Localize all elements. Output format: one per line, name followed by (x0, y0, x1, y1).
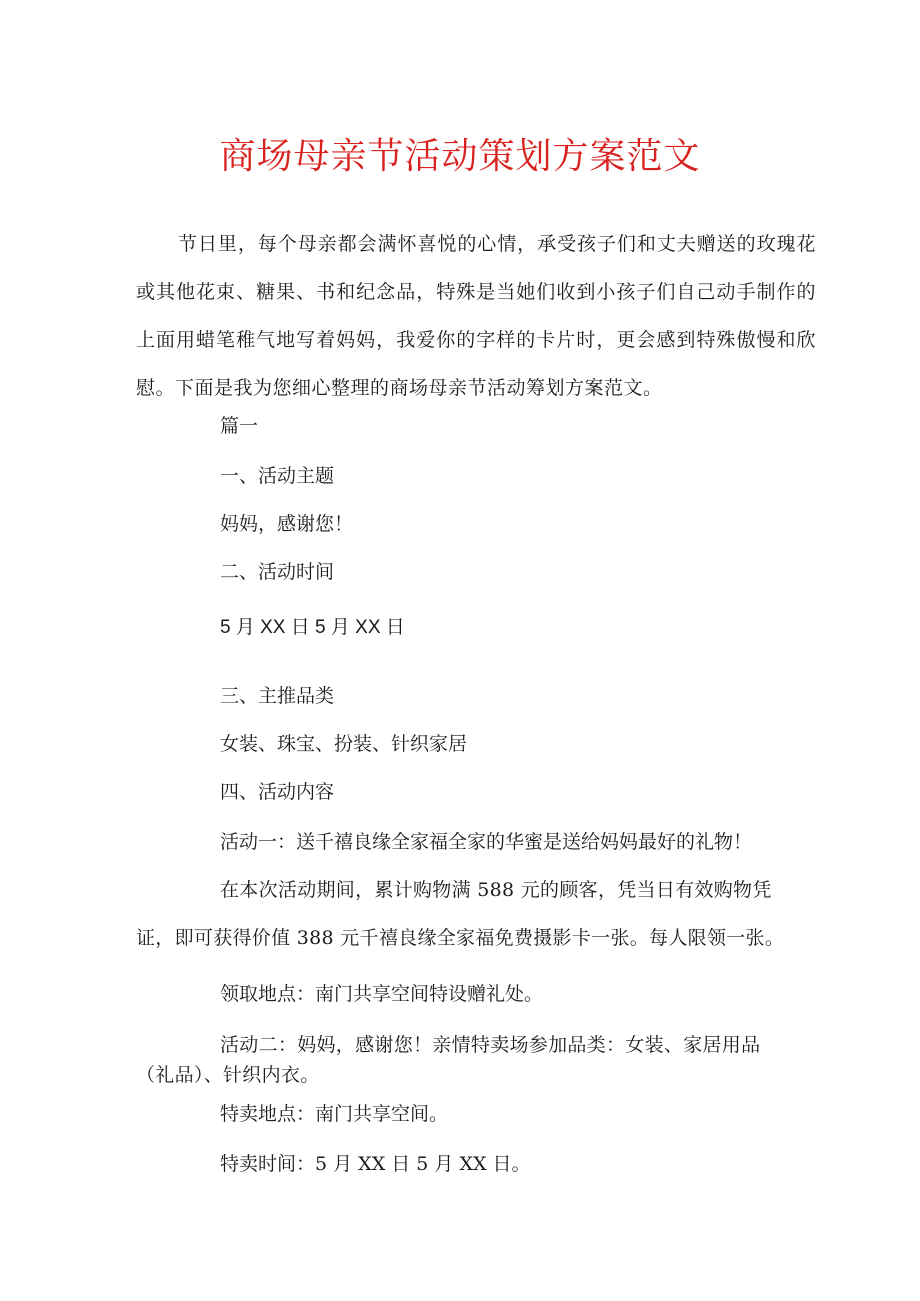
pickup-location: 领取地点：南门共享空间特设赠礼处。 (220, 983, 544, 1005)
section-label: 篇一 (220, 415, 259, 437)
heading-main-categories: 三、主推品类 (220, 685, 335, 707)
activity-two-text: 活动二：妈妈，感谢您！亲情特卖场参加品类：女装、家居用品（礼品）、针织内衣。 (136, 1034, 761, 1086)
intro-paragraph: 节日里，每个母亲都会满怀喜悦的心情，承受孩子们和丈夫赠送的玫瑰花或其他花束、糖果、书和纪念品，特殊是当她们收到小孩子们自己动手制作的上面用蜡笔稚气地写着妈妈，我爱你的字样的卡片时，更会感到特殊傲慢和欣慰。下面是我为您细心整理的商场母亲节活动筹划方案范文。 (136, 233, 816, 399)
sale-time: 特卖时间：5 月 XX 日 5 月 XX 日。 (220, 1153, 531, 1175)
activity-one-body: 在本次活动期间，累计购物满 588 元的顾客，凭当日有效购物凭证，即可获得价值 388 元千禧良缘全家福免费摄影卡一张。每人限领一张。 (136, 879, 785, 949)
sale-location: 特卖地点：南门共享空间。 (220, 1103, 449, 1125)
activity-theme-text: 妈妈，感谢您！ (220, 513, 354, 535)
heading-activity-content: 四、活动内容 (220, 781, 335, 803)
activity-one-title: 活动一：送千禧良缘全家福全家的华蜜是送给妈妈最好的礼物！ (220, 831, 753, 853)
main-categories-text: 女装、珠宝、扮装、针织家居 (220, 733, 468, 755)
document-title: 商场母亲节活动策划方案范文 (219, 136, 701, 177)
activity-time-text: 5 月 XX 日 5 月 XX 日 (220, 617, 405, 638)
heading-activity-time: 二、活动时间 (220, 561, 335, 583)
heading-activity-theme: 一、活动主题 (220, 465, 335, 487)
